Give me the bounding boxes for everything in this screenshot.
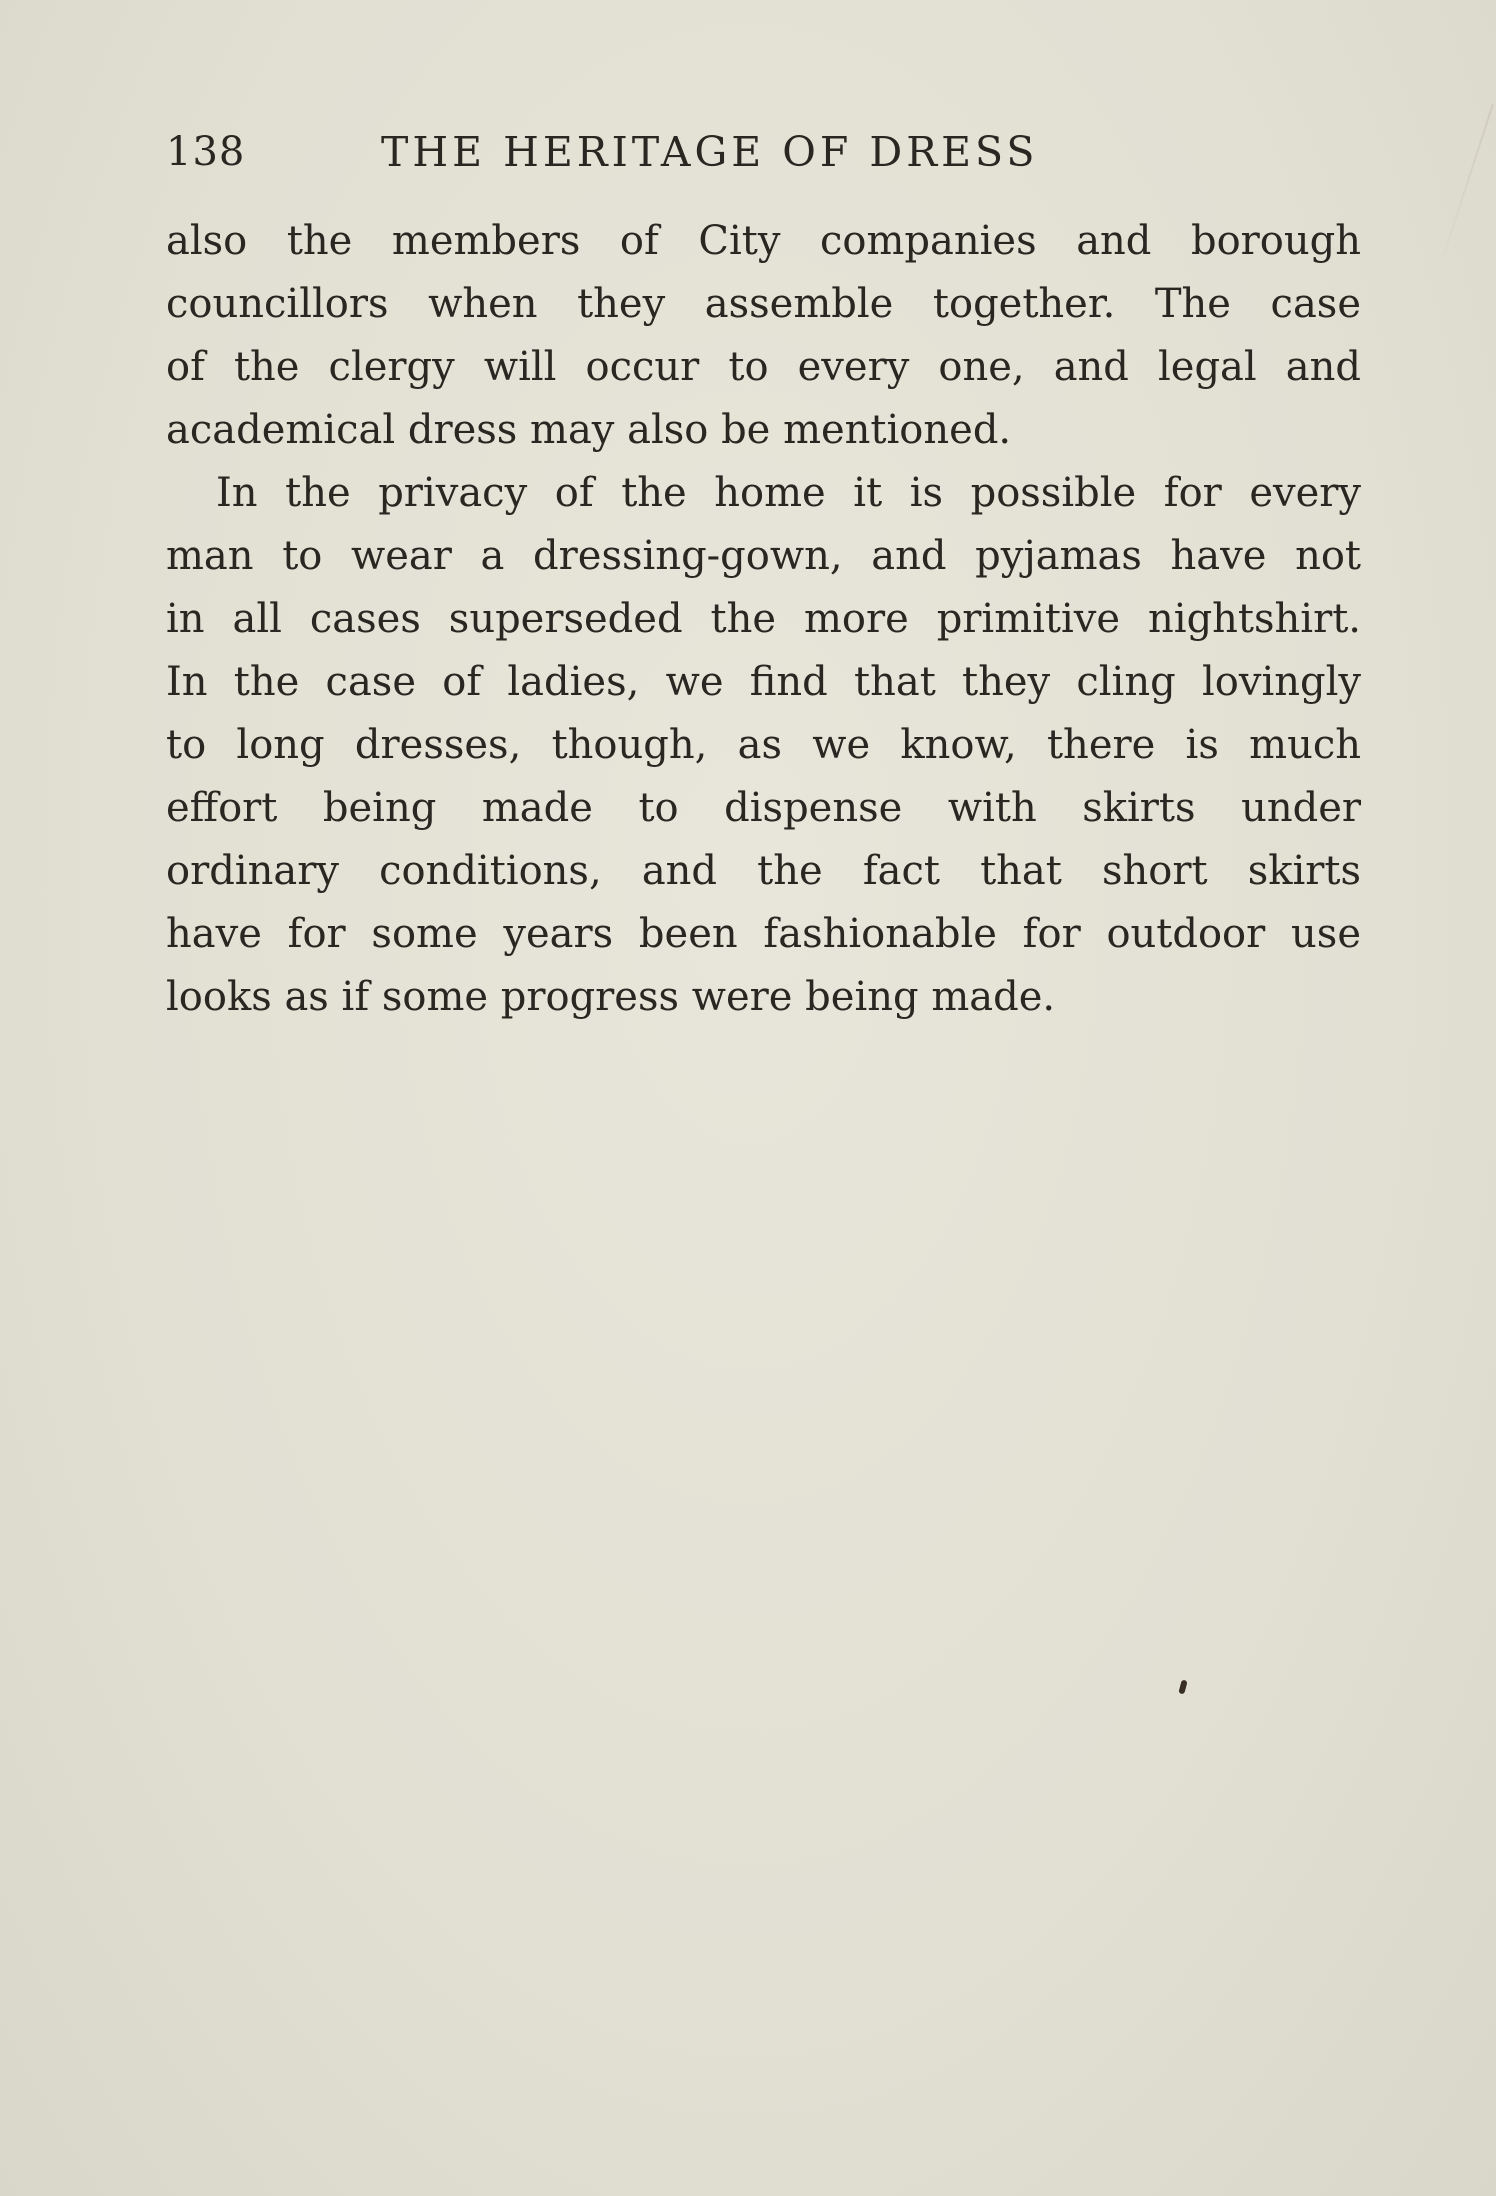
text-line: looks as if some progress were being made. [166, 974, 1056, 1020]
text-line: to long dresses, though, as we know, there is much [166, 722, 1361, 768]
body-text [166, 210, 1361, 1029]
text-line: ordinary conditions, and the fact that short skirts [166, 848, 1361, 894]
text-line: academical dress may also be mentioned. [166, 407, 1012, 453]
paper-crease [1436, 104, 1494, 276]
text-line: also the members of City companies and borough [166, 218, 1361, 264]
text-line: of the clergy will occur to every one, and legal and [166, 344, 1361, 390]
paragraph-2 [166, 462, 1361, 1029]
text-line: in all cases superseded the more primitive nightshirt. [166, 596, 1361, 642]
text-line: have for some years been fashionable for outdoor use [166, 911, 1361, 957]
paragraph-1 [166, 210, 1361, 462]
text-line: effort being made to dispense with skirts under [166, 785, 1361, 831]
text-line: In the privacy of the home it is possible for every [216, 470, 1361, 516]
text-line: In the case of ladies, we find that they cling lovingly [166, 659, 1361, 705]
running-title: THE HERITAGE OF DRESS [381, 128, 1039, 176]
page-number: 138 [166, 129, 246, 175]
running-head [166, 122, 1166, 182]
text-line: councillors when they assemble together. The case [166, 281, 1361, 327]
text-line: man to wear a dressing-gown, and pyjamas have not [166, 533, 1361, 579]
ink-speck [1178, 1679, 1187, 1694]
